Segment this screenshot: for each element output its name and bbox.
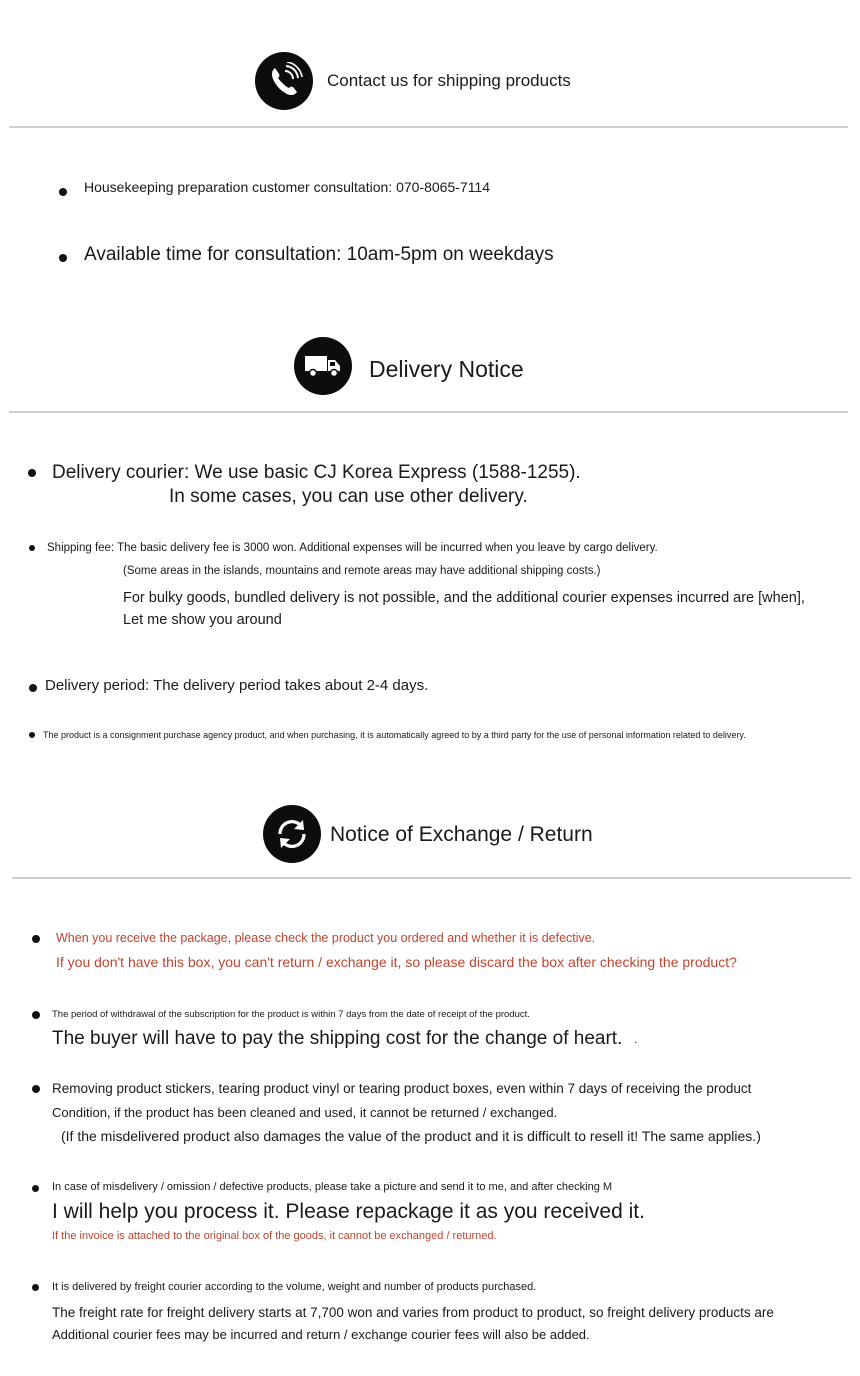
divider <box>12 877 851 879</box>
phone-icon <box>255 52 313 110</box>
bullet <box>32 1185 39 1192</box>
divider <box>9 126 848 128</box>
delivery-fee-line2: (Some areas in the islands, mountains and remote areas may have additional shipping costs.) <box>123 565 601 577</box>
exchange-item2-tail: . <box>634 1032 638 1046</box>
delivery-consignment: The product is a consignment purchase agency product, and when purchasing, it is automatically agreed to by a third party for the use of personal information related to delivery. <box>43 730 746 740</box>
exchange-item5-line1: It is delivered by freight courier according to the volume, weight and number of products purchased. <box>52 1281 537 1293</box>
divider <box>9 411 848 413</box>
bullet <box>32 1085 40 1093</box>
delivery-period: Delivery period: The delivery period takes about 2-4 days. <box>45 677 429 694</box>
bullet <box>32 1011 40 1019</box>
bullet <box>59 254 67 262</box>
exchange-item2-line1: The period of withdrawal of the subscription for the product is within 7 days from the date of receipt of the product. <box>52 1009 530 1020</box>
exchange-item1-line1: When you receive the package, please check the product you ordered and whether it is defective. <box>56 931 596 945</box>
delivery-title: Delivery Notice <box>369 356 524 382</box>
bullet <box>28 469 36 477</box>
bullet <box>29 684 37 692</box>
exchange-title: Notice of Exchange / Return <box>330 823 593 846</box>
exchange-item4-line3: If the invoice is attached to the original box of the goods, it cannot be exchanged / returned. <box>52 1230 497 1242</box>
delivery-fee-line1: Shipping fee: The basic delivery fee is 3000 won. Additional expenses will be incurred when you leave by cargo delivery. <box>47 542 658 554</box>
exchange-item3-line3: (If the misdelivered product also damages the value of the product and it is difficult to resell it! The same applies.) <box>61 1128 761 1144</box>
delivery-fee-line3: For bulky goods, bundled delivery is not possible, and the additional courier expenses incurred are [when], <box>123 590 805 606</box>
exchange-item4-line1: In case of misdelivery / omission / defective products, please take a picture and send it to me, and after checking M <box>52 1181 613 1193</box>
delivery-courier-line2: In some cases, you can use other delivery. <box>169 486 528 507</box>
truck-icon <box>294 337 352 395</box>
exchange-item4-line2: I will help you process it. Please repackage it as you received it. <box>52 1200 645 1223</box>
exchange-item5-line3: Additional courier fees may be incurred and return / exchange courier fees will also be added. <box>52 1327 590 1342</box>
delivery-courier-line1: Delivery courier: We use basic CJ Korea Express (1588-1255). <box>52 462 581 483</box>
delivery-fee-line4: Let me show you around <box>123 612 282 628</box>
bullet <box>32 935 40 943</box>
exchange-item3-line2: Condition, if the product has been cleaned and used, it cannot be returned / exchanged. <box>52 1105 558 1120</box>
bullet <box>59 188 67 196</box>
exchange-item2-line2: The buyer will have to pay the shipping cost for the change of heart. <box>52 1028 623 1049</box>
exchange-item1-line2: If you don't have this box, you can't return / exchange it, so please discard the box after checking the product? <box>56 954 737 970</box>
exchange-item3-line1: Removing product stickers, tearing product vinyl or tearing product boxes, even within 7 days of receiving the product <box>52 1081 752 1096</box>
bullet <box>32 1284 39 1291</box>
contact-title: Contact us for shipping products <box>327 71 571 90</box>
contact-phone: Housekeeping preparation customer consultation: 070-8065-7114 <box>84 179 491 195</box>
contact-hours: Available time for consultation: 10am-5pm on weekdays <box>84 244 554 265</box>
bullet <box>29 732 35 738</box>
refresh-icon <box>263 805 321 863</box>
exchange-item5-line2: The freight rate for freight delivery starts at 7,700 won and varies from product to product, so freight delivery products are <box>52 1305 774 1320</box>
bullet <box>29 545 35 551</box>
